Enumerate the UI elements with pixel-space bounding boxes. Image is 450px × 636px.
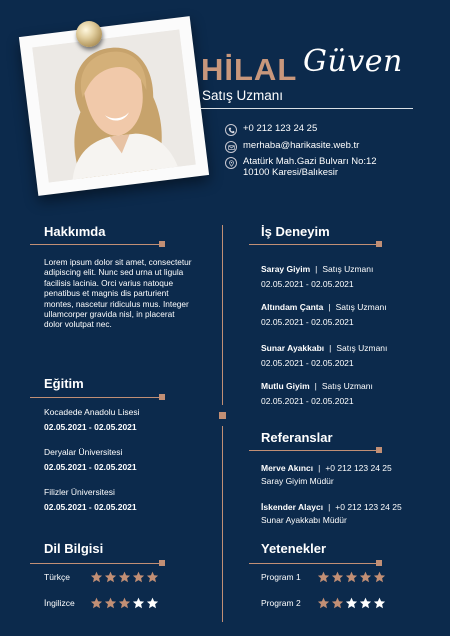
experience-item (261, 381, 373, 407)
about-text: Lorem ipsum dolor sit amet, consectetur adipiscing elit. Nunc sed urna ut ligula facilisis lacinia. Orci varius natoque penatibus et magnis dis parturient montes, nascetur ridiculus mus. Integer ullamcorper gravida nisl, in placerat dolor volutpat nec. (44, 257, 192, 330)
experience-dates: 02.05.2021 - 02.05.2021 (261, 279, 354, 289)
references-heading: Referanslar (261, 430, 333, 445)
contact-address (225, 156, 377, 178)
language-row (44, 597, 160, 609)
separator: | (314, 381, 317, 391)
skills-heading-marker (376, 560, 382, 566)
separator: | (329, 343, 332, 353)
references-heading-line (249, 450, 379, 451)
star-filled-icon (104, 571, 117, 583)
reference-phone[interactable]: +0 212 123 24 25 (335, 502, 402, 512)
reference-phone[interactable]: +0 212 123 24 25 (325, 463, 392, 473)
separator: | (328, 502, 331, 512)
education-heading: Eğitim (44, 376, 84, 391)
about-heading-marker (159, 241, 165, 247)
language-name: İngilizce (44, 598, 75, 608)
experience-item (261, 343, 387, 369)
star-empty-icon (373, 597, 386, 609)
experience-role: Satış Uzmanı (336, 343, 388, 353)
skill-rating (317, 597, 387, 609)
star-filled-icon (118, 571, 131, 583)
star-empty-icon (359, 597, 372, 609)
address-line-2: 10100 Karesi/Balıkesir (243, 167, 339, 178)
column-divider-marker (219, 412, 226, 419)
star-filled-icon (132, 571, 145, 583)
contact-email (225, 140, 359, 153)
phone-icon (225, 124, 237, 136)
star-filled-icon (317, 571, 330, 583)
address-line-1: Atatürk Mah.Gazi Bulvarı No:12 (243, 156, 377, 167)
pushpin (76, 21, 102, 47)
skill-rating (317, 571, 387, 583)
education-school: Filizler Üniversitesi (44, 487, 115, 497)
languages-heading: Dil Bilgisi (44, 541, 104, 556)
languages-heading-line (30, 563, 160, 564)
reference-item (261, 463, 392, 487)
about-heading-line (30, 244, 160, 245)
star-filled-icon (345, 571, 358, 583)
education-item (44, 487, 137, 513)
star-filled-icon (90, 597, 103, 609)
portrait-illustration (32, 29, 195, 182)
skills-heading: Yetenekler (261, 541, 327, 556)
experience-role: Satış Uzmanı (321, 381, 373, 391)
skill-name: Program 2 (261, 598, 301, 608)
email-text[interactable]: merhaba@harikasite.web.tr (243, 140, 360, 151)
column-divider-bottom (222, 426, 223, 622)
language-row (44, 571, 160, 583)
last-name: Güven (303, 44, 403, 79)
experience-dates: 02.05.2021 - 02.05.2021 (261, 396, 354, 406)
phone-text[interactable]: +0 212 123 24 25 (243, 123, 318, 134)
education-dates: 02.05.2021 - 02.05.2021 (44, 422, 137, 432)
star-empty-icon (345, 597, 358, 609)
star-filled-icon (118, 597, 131, 609)
skill-row (261, 571, 387, 583)
contact-phone (225, 123, 317, 136)
separator: | (328, 302, 331, 312)
language-name: Türkçe (44, 572, 70, 582)
experience-dates: 02.05.2021 - 02.05.2021 (261, 358, 354, 368)
about-heading: Hakkımda (44, 224, 106, 239)
experience-heading-line (249, 244, 379, 245)
separator: | (318, 463, 321, 473)
star-filled-icon (373, 571, 386, 583)
skills-heading-line (249, 563, 379, 564)
column-divider-top (222, 225, 223, 405)
experience-role: Satış Uzmanı (335, 302, 387, 312)
location-pin-icon (225, 157, 237, 169)
experience-item (261, 264, 373, 290)
star-empty-icon (132, 597, 145, 609)
separator: | (315, 264, 318, 274)
reference-position: Saray Giyim Müdür (261, 476, 334, 486)
education-dates: 02.05.2021 - 02.05.2021 (44, 502, 137, 512)
star-filled-icon (146, 571, 159, 583)
star-filled-icon (331, 597, 344, 609)
experience-company: Sunar Ayakkabı (261, 343, 325, 353)
experience-heading-marker (376, 241, 382, 247)
header-divider (201, 108, 413, 109)
experience-item (261, 302, 387, 328)
experience-role: Satış Uzmanı (322, 264, 374, 274)
education-school: Kocadede Anadolu Lisesi (44, 407, 140, 417)
experience-company: Mutlu Giyim (261, 381, 310, 391)
star-filled-icon (317, 597, 330, 609)
education-item (44, 407, 139, 433)
languages-heading-marker (159, 560, 165, 566)
profile-photo (32, 29, 195, 182)
star-filled-icon (331, 571, 344, 583)
star-filled-icon (90, 571, 103, 583)
education-item (44, 447, 137, 473)
address-text (243, 156, 377, 178)
education-heading-marker (159, 394, 165, 400)
profile-photo-frame (19, 16, 209, 196)
reference-position: Sunar Ayakkabı Müdür (261, 515, 347, 525)
references-heading-marker (376, 447, 382, 453)
star-filled-icon (104, 597, 117, 609)
experience-company: Altındam Çanta (261, 302, 324, 312)
reference-name: Merve Akıncı (261, 463, 314, 473)
education-heading-line (30, 397, 160, 398)
skill-row (261, 597, 387, 609)
email-icon (225, 141, 237, 153)
language-rating (90, 571, 160, 583)
star-empty-icon (146, 597, 159, 609)
experience-dates: 02.05.2021 - 02.05.2021 (261, 317, 354, 327)
skill-name: Program 1 (261, 572, 301, 582)
reference-item (261, 502, 402, 526)
reference-name: İskender Alaycı (261, 502, 324, 512)
first-name: HİLAL (201, 52, 298, 87)
education-school: Deryalar Üniversitesi (44, 447, 123, 457)
education-dates: 02.05.2021 - 02.05.2021 (44, 462, 137, 472)
experience-company: Saray Giyim (261, 264, 311, 274)
experience-heading: İş Deneyim (261, 224, 330, 239)
language-rating (90, 597, 160, 609)
job-title: Satış Uzmanı (202, 88, 284, 103)
star-filled-icon (359, 571, 372, 583)
